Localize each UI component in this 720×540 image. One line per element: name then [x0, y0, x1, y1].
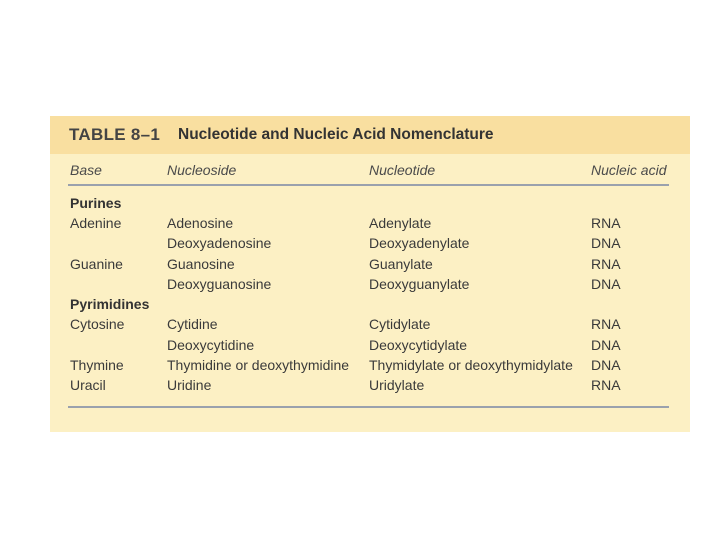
- table-cell: Deoxyadenylate: [369, 235, 470, 251]
- table-cell: DNA: [591, 276, 621, 292]
- table-cell: Cytosine: [70, 316, 125, 332]
- table-cell: Guanylate: [369, 256, 433, 272]
- table-cell: Adenylate: [369, 215, 432, 231]
- nomenclature-table-panel: [50, 116, 690, 432]
- group-label-pyrimidines: Pyrimidines: [70, 296, 150, 312]
- table-cell: Thymine: [70, 357, 124, 373]
- table-title-bar: [50, 116, 690, 154]
- header-nucleoside: Nucleoside: [167, 162, 237, 178]
- table-cell: Guanosine: [167, 256, 235, 272]
- table-cell: Deoxyadenosine: [167, 235, 272, 251]
- table-cell: DNA: [591, 357, 621, 373]
- table-cell: RNA: [591, 256, 621, 272]
- header-rule: [68, 184, 669, 186]
- group-label-purines: Purines: [70, 195, 122, 211]
- table-cell: Adenine: [70, 215, 122, 231]
- table-cell: Uridine: [167, 377, 212, 393]
- table-number: TABLE 8–1: [69, 125, 161, 144]
- header-nucleic-acid: Nucleic acid: [591, 162, 667, 178]
- table-cell: Thymidine or deoxythymidine: [167, 357, 350, 373]
- table-cell: Deoxyguanosine: [167, 276, 272, 292]
- table-cell: Guanine: [70, 256, 123, 272]
- table-cell: Uracil: [70, 377, 106, 393]
- table-cell: RNA: [591, 316, 621, 332]
- table-cell: Cytidylate: [369, 316, 431, 332]
- table-cell: DNA: [591, 337, 621, 353]
- footer-rule: [68, 406, 669, 408]
- table-cell: DNA: [591, 235, 621, 251]
- table-cell: Cytidine: [167, 316, 218, 332]
- table-cell: Uridylate: [369, 377, 425, 393]
- table-cell: Deoxycytidine: [167, 337, 255, 353]
- table-title: Nucleotide and Nucleic Acid Nomenclature: [178, 126, 494, 143]
- table-cell: Thymidylate or deoxythymidylate: [369, 357, 573, 373]
- table-cell: Deoxyguanylate: [369, 276, 470, 292]
- table-cell: Adenosine: [167, 215, 234, 231]
- table-cell: Deoxycytidylate: [369, 337, 468, 353]
- table-cell: RNA: [591, 377, 621, 393]
- table-cell: RNA: [591, 215, 621, 231]
- header-nucleotide: Nucleotide: [369, 162, 436, 178]
- header-base: Base: [70, 162, 102, 178]
